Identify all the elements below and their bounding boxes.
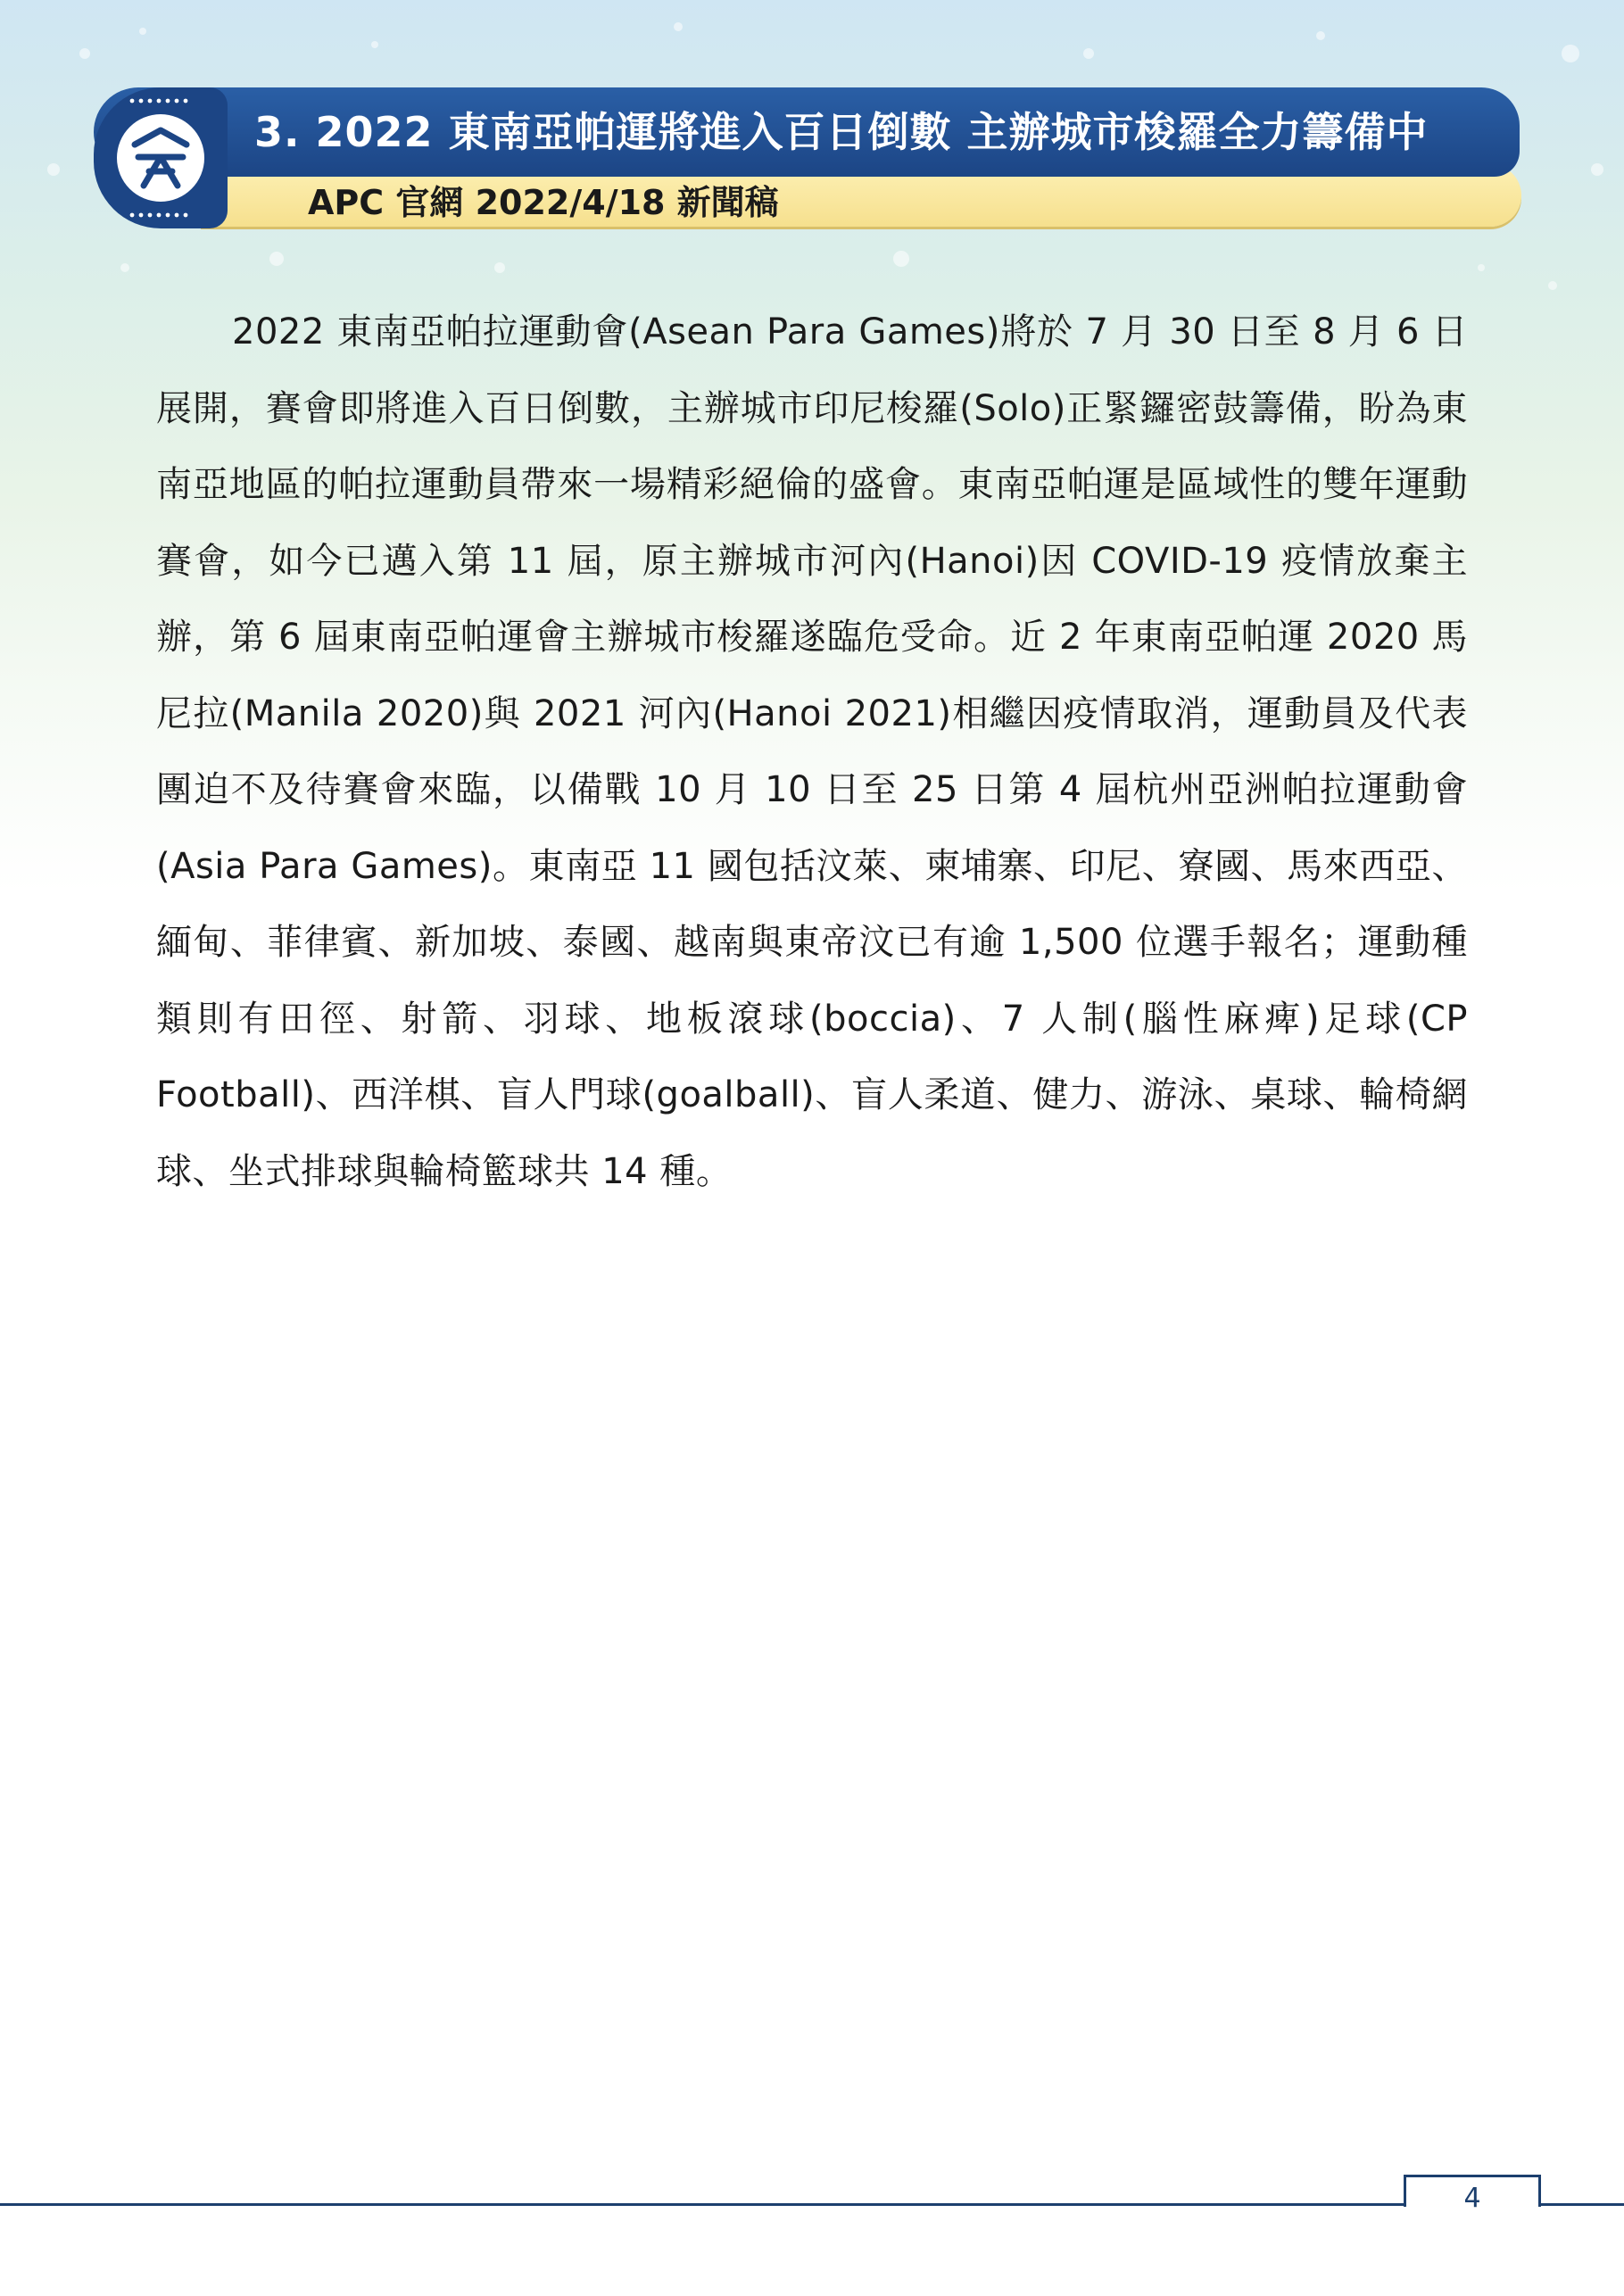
logo-badge: [94, 87, 228, 228]
page-subtitle: APC 官網 2022/4/18 新聞稿: [308, 183, 779, 222]
footer-rule: [0, 2203, 1624, 2206]
sports-logo-icon: [117, 114, 204, 202]
page-number: 4: [1463, 2183, 1481, 2214]
article-paragraph: 2022 東南亞帕拉運動會(Asean Para Games)將於 7 月 30 日至 8 月 6 日展開，賽會即將進入百日倒數，主辦城市印尼梭羅(Solo)正緊鑼密鼓籌備，盼為東南亞地區的帕拉運動員帶來一場精彩絕倫的盛會。東南亞帕運是區域性的雙年運動賽會，如今已邁入第 11 屆，原主辦城市河內(Hanoi)因 COVID-19 疫情放棄主辦，第 6 屆東南亞帕運會主辦城市梭羅遂臨危受命。近 2 年東南亞帕運 2020 馬尼拉(Manila 2020)與 2021 河內(Hanoi 2021)相繼因疫情取消，運動員及代表團迫不及待賽會來臨，以備戰 10 月 10 日至 25 日第 4 屆杭州亞洲帕拉運動會(Asia Para Games)。東南亞 11 國包括汶萊、柬埔寨、印尼、寮國、馬來西亞、緬甸、菲律賓、新加坡、泰國、越南與東帝汶已有逾 1,500 位選手報名；運動種類則有田徑、射箭、羽球、地板滾球(boccia)、7 人制(腦性麻痺)足球(CP Football)、西洋棋、盲人門球(goalball)、盲人柔道、健力、游泳、桌球、輪椅網球、坐式排球與輪椅籃球共 14 種。: [156, 311, 1468, 1192]
article-body: [156, 294, 1468, 1210]
section-header-banner: [94, 87, 1521, 230]
page-title: 3. 2022 東南亞帕運將進入百日倒數 主辦城市梭羅全力籌備中: [254, 108, 1429, 156]
dot-row-bottom: [129, 212, 192, 218]
dot-row-top: [129, 98, 192, 104]
